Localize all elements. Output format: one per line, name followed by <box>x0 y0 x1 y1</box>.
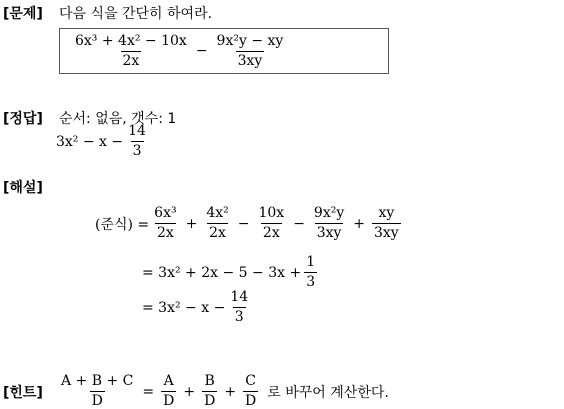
line2-fraction <box>304 255 317 290</box>
explanation-line-3 <box>142 290 253 325</box>
line3-lead: = 3x² − x − <box>142 299 226 316</box>
operator: + <box>185 215 198 232</box>
problem-text: 다음 식을 간단히 하여라. <box>59 6 213 22</box>
fraction-denominator: 3 <box>132 143 142 159</box>
problem-label: [문제] <box>3 6 43 22</box>
problem-expression-box <box>59 28 389 74</box>
fraction-numerator: 14 <box>230 289 249 305</box>
explanation-line-2 <box>142 255 320 290</box>
hint-expression <box>56 374 389 409</box>
fraction-denominator: 2x <box>122 52 140 69</box>
fraction-numerator: C <box>245 373 257 389</box>
answer-lead: 3x² − x − <box>56 133 124 150</box>
fraction-denominator: 3xy <box>316 225 342 241</box>
problem-expression <box>70 34 288 69</box>
fraction-numerator: 6x³ <box>154 205 177 221</box>
answer-expression <box>56 124 151 159</box>
hint-text: 로 바꾸어 계산한다. <box>267 384 389 401</box>
hint-label: [힌트] <box>3 385 43 401</box>
operator: − <box>293 215 305 232</box>
equals-sign: = <box>142 383 155 400</box>
fraction-denominator: 2x <box>156 225 174 241</box>
fraction-numerator: 10x <box>258 205 285 221</box>
line1-term <box>256 206 286 241</box>
line1-term <box>204 206 230 241</box>
fraction-denominator: 3xy <box>237 52 263 69</box>
fraction-denominator: D <box>163 393 175 409</box>
fraction-numerator: B <box>204 373 215 389</box>
hint-term <box>243 374 258 409</box>
line1-term <box>372 206 401 241</box>
operator: + <box>353 215 365 232</box>
fraction-denominator: 3xy <box>373 225 399 241</box>
operator: + <box>183 383 196 400</box>
line3-fraction <box>228 290 250 325</box>
fraction-denominator: 2x <box>209 225 226 241</box>
explanation-line-1 <box>95 206 404 241</box>
operator: + <box>224 383 237 400</box>
line1-lhs: (준식) = <box>95 216 150 233</box>
fraction-numerator: 4x² <box>206 205 229 221</box>
fraction-numerator: 9x²y − xy <box>216 32 284 49</box>
line1-term <box>312 206 346 241</box>
fraction-numerator: 6x³ + 4x² − 10x <box>75 32 187 49</box>
hint-term <box>161 374 176 409</box>
operator: − <box>237 215 250 232</box>
line2-lead: = 3x² + 2x − 5 − 3x + <box>142 264 302 281</box>
fraction-denominator: 2x <box>262 225 280 241</box>
explanation-label: [해설] <box>3 180 43 196</box>
hint-term <box>202 374 217 409</box>
fraction-numerator: A <box>163 373 174 389</box>
answer-meta: 순서: 없음, 갯수: 1 <box>59 111 177 127</box>
fraction-numerator: A + B + C <box>61 373 134 389</box>
fraction-numerator: xy <box>378 205 395 221</box>
operator: − <box>195 43 208 59</box>
problem-fraction-1 <box>73 34 189 69</box>
answer-label: [정답] <box>3 111 43 127</box>
line1-term <box>152 206 178 241</box>
fraction-denominator: D <box>91 393 103 409</box>
fraction-denominator: D <box>204 393 216 409</box>
fraction-denominator: D <box>245 393 257 409</box>
fraction-numerator: 9x²y <box>313 205 345 221</box>
problem-fraction-2 <box>215 34 286 69</box>
fraction-numerator: 14 <box>128 123 146 139</box>
answer-fraction <box>126 124 148 159</box>
fraction-denominator: 3 <box>306 274 316 290</box>
hint-lhs-fraction <box>59 374 135 409</box>
fraction-numerator: 1 <box>306 254 316 270</box>
fraction-denominator: 3 <box>234 309 244 325</box>
